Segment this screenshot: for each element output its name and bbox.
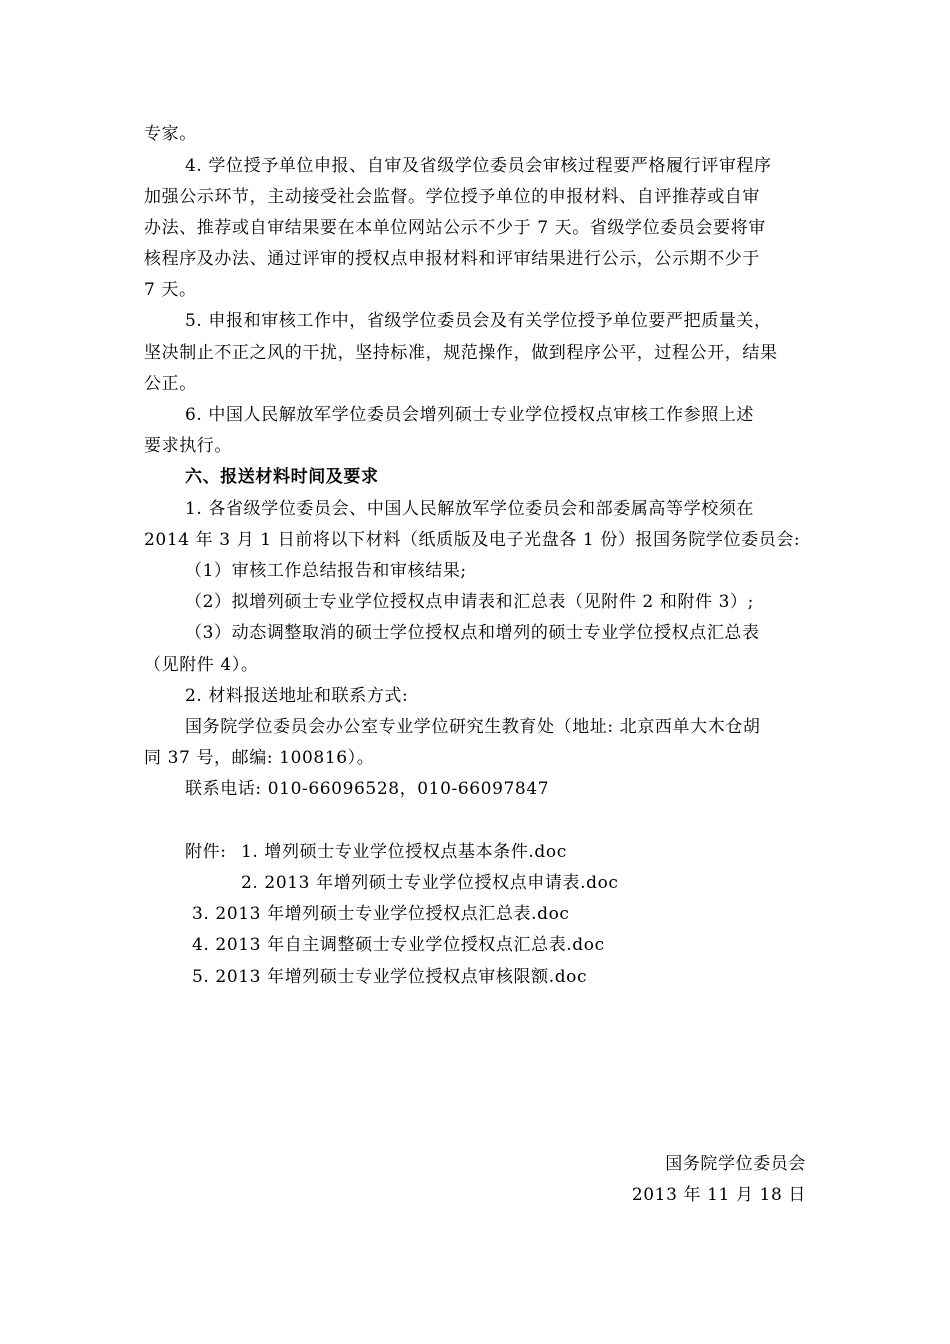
text-line: 要求执行。 (144, 436, 232, 456)
paragraph-item-4: 4. 学位授予单位申报、自审及省级学位委员会审核过程要严格履行评审程序 (185, 156, 772, 176)
text-line: 2014 年 3 月 1 日前将以下材料（纸质版及电子光盘各 1 份）报国务院学位委员会: (144, 530, 801, 550)
text-line: （见附件 4）。 (144, 655, 259, 675)
text-line: 加强公示环节，主动接受社会监督。学位授予单位的申报材料、自评推荐或自审 (144, 187, 760, 207)
text-line: 核程序及办法、通过评审的授权点申报材料和评审结果进行公示，公示期不少于 (144, 249, 760, 269)
text-line: 公正。 (144, 374, 197, 394)
list-item: （2）拟增列硕士专业学位授权点申请表和汇总表（见附件 2 和附件 3）; (185, 592, 754, 612)
attachment-link[interactable]: 4. 2013 年自主调整硕士专业学位授权点汇总表.doc (192, 935, 605, 955)
contact-phone: 联系电话: 010-66096528，010-66097847 (185, 779, 550, 799)
paragraph-item-6: 6. 中国人民解放军学位委员会增列硕士专业学位授权点审核工作参照上述 (185, 405, 755, 425)
signature-organization: 国务院学位委员会 (665, 1154, 806, 1174)
text-line: 专家。 (144, 124, 197, 144)
attachment-link[interactable]: 3. 2013 年增列硕士专业学位授权点汇总表.doc (192, 904, 570, 924)
text-line: 坚决制止不正之风的干扰，坚持标准，规范操作，做到程序公平，过程公开，结果 (144, 343, 778, 363)
text-line: 7 天。 (144, 280, 197, 300)
address-line: 同 37 号，邮编: 100816）。 (144, 748, 375, 768)
list-item: （3）动态调整取消的硕士学位授权点和增列的硕士专业学位授权点汇总表 (185, 623, 760, 643)
address-line: 国务院学位委员会办公室专业学位研究生教育处（地址: 北京西单大木仓胡 (185, 717, 761, 737)
paragraph-item-2: 2. 材料报送地址和联系方式: (185, 686, 409, 706)
paragraph-item-5: 5. 申报和审核工作中，省级学位委员会及有关学位授予单位要严把质量关， (185, 311, 772, 331)
section-heading: 六、报送材料时间及要求 (185, 467, 379, 487)
attachment-link[interactable]: 5. 2013 年增列硕士专业学位授权点审核限额.doc (192, 967, 588, 987)
attachments-label: 附件: (185, 842, 227, 862)
signature-date: 2013 年 11 月 18 日 (631, 1185, 806, 1205)
text-line: 办法、推荐或自审结果要在本单位网站公示不少于 7 天。省级学位委员会要将审 (144, 218, 766, 238)
attachment-link[interactable]: 2. 2013 年增列硕士专业学位授权点申请表.doc (241, 873, 619, 893)
list-item: （1）审核工作总结报告和审核结果; (185, 561, 467, 581)
attachment-link[interactable]: 1. 增列硕士专业学位授权点基本条件.doc (241, 842, 567, 862)
paragraph-item-1: 1. 各省级学位委员会、中国人民解放军学位委员会和部委属高等学校须在 (185, 499, 755, 519)
